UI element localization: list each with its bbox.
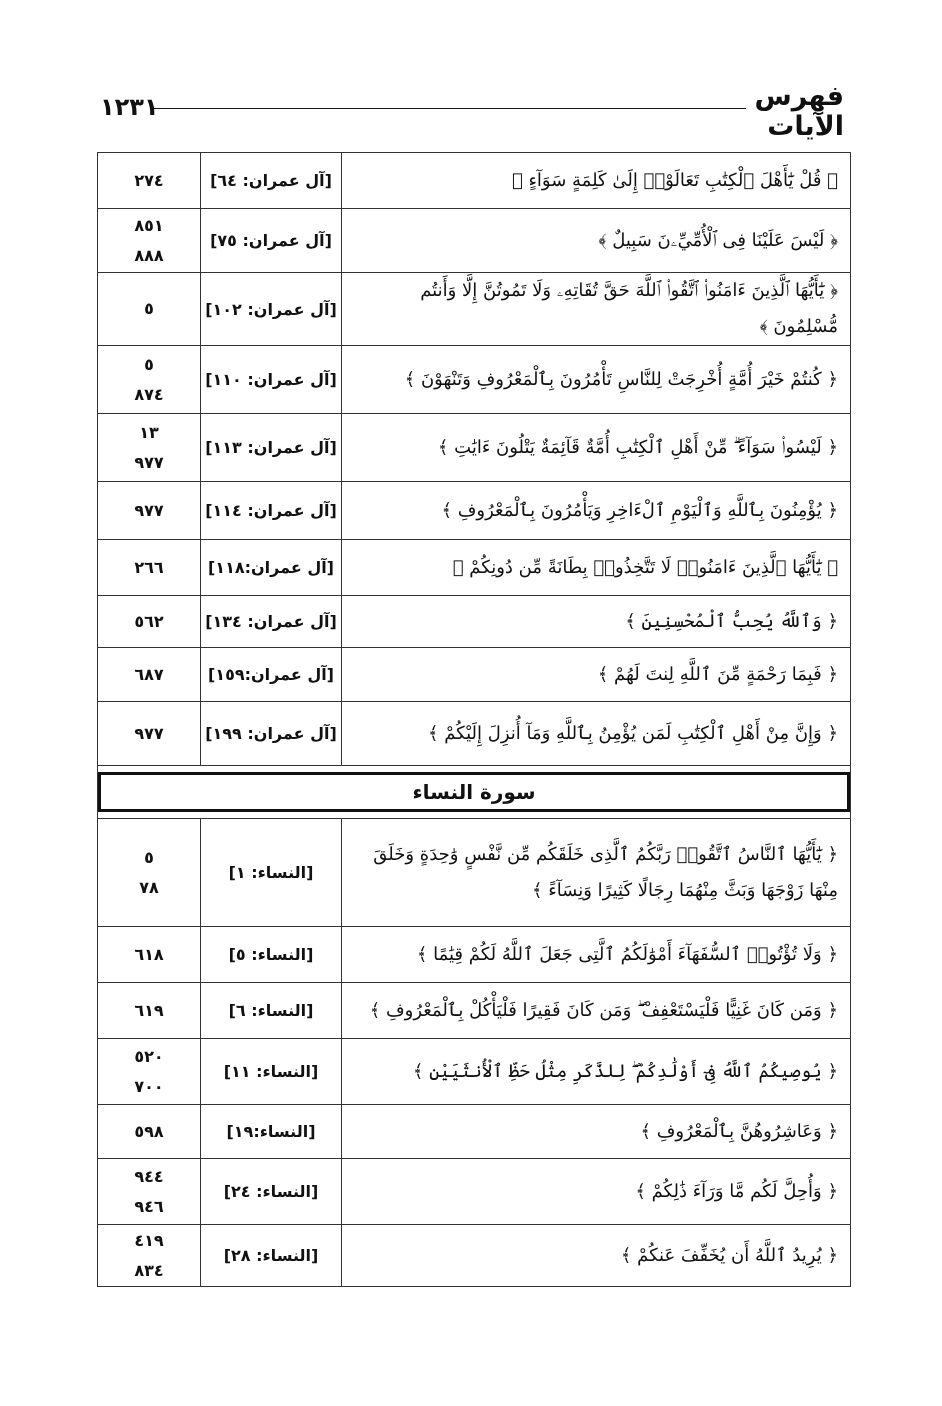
table-row: [98, 927, 851, 983]
page-ref: ٢٧٤: [134, 170, 164, 190]
index-title-line2: الآيات: [767, 111, 844, 142]
page-ref: ٩٧٧: [134, 452, 164, 472]
reference-cell: [النساء:١٩]: [201, 1105, 342, 1159]
verse-cell: ﴿ لَيْسُوا۟ سَوَآءً ۗ مِّنْ أَهْلِ ٱلْكِتَٰبِ أُمَّةٌ قَآئِمَةٌ يَتْلُونَ ءَايَٰتِ ﴾: [342, 414, 851, 482]
table-row: [98, 983, 851, 1039]
verse-cell: ﴿ وَإِنَّ مِنْ أَهْلِ ٱلْكِتَٰبِ لَمَن يُؤْمِنُ بِٱللَّهِ وَمَآ أُنزِلَ إِلَيْكُمْ ﴾: [342, 702, 851, 766]
page-ref: ٨٥١: [134, 215, 164, 235]
table-row: [98, 648, 851, 702]
page-ref: ٨٣٤: [134, 1260, 164, 1280]
index-title: [754, 82, 844, 142]
page-cell: [98, 209, 201, 273]
table-row: [98, 1039, 851, 1105]
page-ref: ٥: [144, 354, 154, 374]
reference-cell: [النساء: ١]: [201, 819, 342, 927]
table-row: [98, 482, 851, 540]
table-row: [98, 596, 851, 648]
page-cell: [98, 414, 201, 482]
page-cell: [98, 648, 201, 702]
verse-cell: ﴿ يُرِيدُ ٱللَّهُ أَن يُخَفِّفَ عَنكُمْ ﴾: [342, 1225, 851, 1287]
table-row: [98, 1105, 851, 1159]
section-row: [98, 766, 851, 819]
header-rule: [152, 108, 746, 109]
page-ref: ٦٨٧: [134, 664, 164, 684]
page-cell: [98, 927, 201, 983]
page-ref: ٦١٨: [134, 944, 164, 964]
table-row: [98, 1225, 851, 1287]
surah-heading: سورة النساء: [98, 772, 850, 812]
verse-cell: ﴿ قُلْ يَٰٓأَهْلَ ٱلْكِتَٰبِ تَعَالَوْا۟ إِلَىٰ كَلِمَةٍ سَوَآءٍ ﴾: [342, 153, 851, 209]
table-row: [98, 414, 851, 482]
page-ref: ٩٤٦: [134, 1196, 164, 1216]
verse-cell: ﴿ يُوصِيكُمُ ٱللَّهُ فِىٓ أَوْلَٰدِكُمْ ۖ لِلذَّكَرِ مِثْلُ حَظِّ ٱلْأُنثَيَيْنِ ﴾: [342, 1039, 851, 1105]
verse-cell: ﴿ يَٰٓأَيُّهَا ٱلنَّاسُ ٱتَّقُوا۟ رَبَّكُمُ ٱلَّذِى خَلَقَكُم مِّن نَّفْسٍ وَٰحِدَةٍ وَخَلَقَ مِنْهَا زَوْجَهَا وَبَثَّ مِنْهُمَا رِجَالًا كَثِيرًا وَنِسَآءً ﴾: [342, 819, 851, 927]
page-ref: ٤١٩: [134, 1230, 164, 1250]
page-ref: ٧٠٠: [134, 1076, 164, 1096]
reference-cell: [النساء: ٦]: [201, 983, 342, 1039]
page-ref: ٩٤٤: [134, 1166, 164, 1186]
reference-cell: [آل عمران: ١٣٤]: [201, 596, 342, 648]
table-row: [98, 346, 851, 414]
page-cell: [98, 482, 201, 540]
verse-cell: ﴿ وَعَاشِرُوهُنَّ بِٱلْمَعْرُوفِ ﴾: [342, 1105, 851, 1159]
page-cell: [98, 983, 201, 1039]
table-row: [98, 540, 851, 596]
table-row: [98, 209, 851, 273]
page-cell: [98, 540, 201, 596]
reference-cell: [آل عمران: ٦٤]: [201, 153, 342, 209]
table-row: [98, 702, 851, 766]
page-ref: ٥: [144, 847, 154, 867]
page-cell: [98, 346, 201, 414]
verse-cell: ﴿ فَبِمَا رَحْمَةٍ مِّنَ ٱللَّهِ لِنتَ لَهُمْ ﴾: [342, 648, 851, 702]
verse-cell: ﴿ يَٰٓأَيُّهَا ٱلَّذِينَ ءَامَنُوا۟ ٱتَّقُوا۟ ٱللَّهَ حَقَّ تُقَاتِهِۦ وَلَا تَمُوتُنَّ إِلَّا وَأَنتُم مُّسْلِمُونَ ﴾: [342, 273, 851, 346]
page-ref: ٥٢٠: [134, 1046, 164, 1066]
verse-cell: ﴿ يَٰٓأَيُّهَا ٱلَّذِينَ ءَامَنُوا۟ لَا تَتَّخِذُوا۟ بِطَانَةً مِّن دُونِكُمْ ﴾: [342, 540, 851, 596]
page-cell: [98, 1159, 201, 1225]
verse-cell: ﴿ وَلَا تُؤْتُوا۟ ٱلسُّفَهَآءَ أَمْوَٰلَكُمُ ٱلَّتِى جَعَلَ ٱللَّهُ لَكُمْ قِيَٰمًا ﴾: [342, 927, 851, 983]
page-ref: ٦١٩: [134, 1000, 164, 1020]
page-cell: [98, 819, 201, 927]
index-title-line1: فهرس: [754, 81, 844, 112]
reference-cell: [آل عمران: ١٠٢]: [201, 273, 342, 346]
reference-cell: [آل عمران:١١٨]: [201, 540, 342, 596]
page-ref: ٨٧٤: [134, 384, 164, 404]
page-cell: [98, 1039, 201, 1105]
page-number: ١٢٣١: [100, 93, 159, 121]
table-row: [98, 1159, 851, 1225]
reference-cell: [آل عمران: ١٩٩]: [201, 702, 342, 766]
page-ref: ٨٨٨: [134, 245, 164, 265]
page-ref: ٥٦٢: [134, 611, 164, 631]
reference-cell: [آل عمران: ١١٠]: [201, 346, 342, 414]
verse-cell: ﴿ وَٱللَّهُ يُحِبُّ ٱلْمُحْسِنِينَ ﴾: [342, 596, 851, 648]
page-ref: ١٣: [139, 422, 159, 442]
page-ref: ٩٧٧: [134, 500, 164, 520]
page-cell: [98, 1105, 201, 1159]
verse-cell: ﴿ كُنتُمْ خَيْرَ أُمَّةٍ أُخْرِجَتْ لِلنَّاسِ تَأْمُرُونَ بِٱلْمَعْرُوفِ وَتَنْهَوْنَ ﴾: [342, 346, 851, 414]
reference-cell: [آل عمران: ١١٤]: [201, 482, 342, 540]
page-cell: [98, 1225, 201, 1287]
table-row: [98, 273, 851, 346]
verse-cell: ﴿ وَأُحِلَّ لَكُم مَّا وَرَآءَ ذَٰلِكُمْ ﴾: [342, 1159, 851, 1225]
reference-cell: [النساء: ٢٨]: [201, 1225, 342, 1287]
reference-cell: [النساء: ٥]: [201, 927, 342, 983]
reference-cell: [آل عمران: ٧٥]: [201, 209, 342, 273]
verse-index-table: [97, 152, 851, 1287]
page-cell: [98, 596, 201, 648]
reference-cell: [النساء: ١١]: [201, 1039, 342, 1105]
table-row: [98, 819, 851, 927]
verse-cell: ﴿ لَيْسَ عَلَيْنَا فِى ٱلْأُمِّيِّۦنَ سَبِيلٌ ﴾: [342, 209, 851, 273]
page-ref: ٩٧٧: [134, 723, 164, 743]
verse-cell: ﴿ وَمَن كَانَ غَنِيًّا فَلْيَسْتَعْفِفْ ۖ وَمَن كَانَ فَقِيرًا فَلْيَأْكُلْ بِٱلْمَعْرُوفِ ﴾: [342, 983, 851, 1039]
page-ref: ٢٦٦: [134, 557, 164, 577]
page-cell: [98, 153, 201, 209]
page-ref: ٧٨: [139, 877, 159, 897]
page-cell: [98, 273, 201, 346]
verse-cell: ﴿ يُؤْمِنُونَ بِٱللَّهِ وَٱلْيَوْمِ ٱلْءَاخِرِ وَيَأْمُرُونَ بِٱلْمَعْرُوفِ ﴾: [342, 482, 851, 540]
page-ref: ٥: [144, 299, 154, 318]
reference-cell: [آل عمران:١٥٩]: [201, 648, 342, 702]
reference-cell: [النساء: ٢٤]: [201, 1159, 342, 1225]
table-row: [98, 153, 851, 209]
page-ref: ٥٩٨: [134, 1121, 164, 1141]
page-cell: [98, 702, 201, 766]
reference-cell: [آل عمران: ١١٣]: [201, 414, 342, 482]
